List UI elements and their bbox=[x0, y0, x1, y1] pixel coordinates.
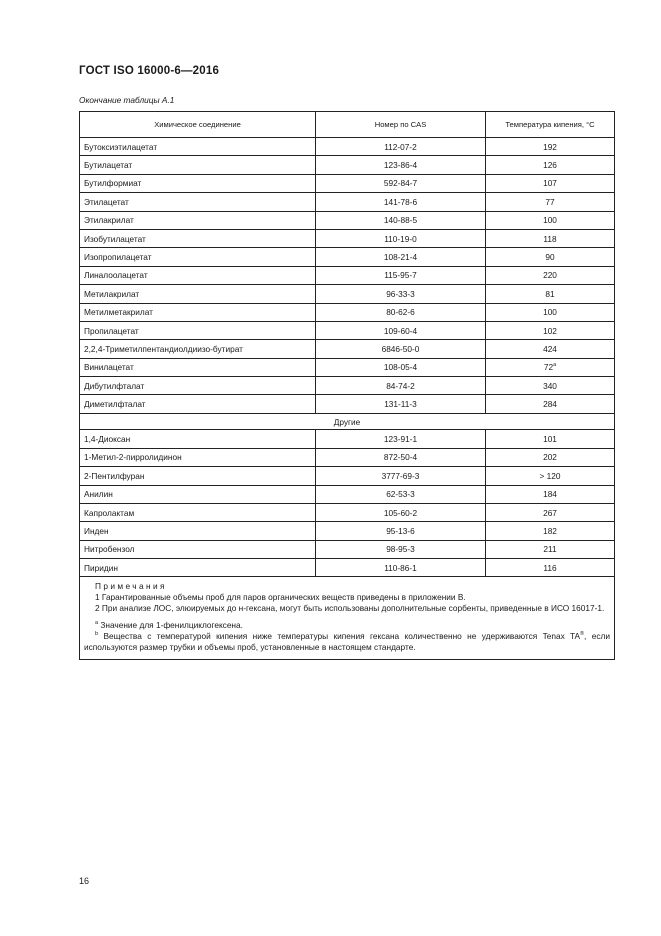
boiling-point-cell bbox=[486, 358, 615, 376]
footnote-ref: a bbox=[553, 362, 557, 369]
table-row bbox=[80, 229, 615, 247]
boiling-point-cell bbox=[486, 522, 615, 540]
compound-name-cell: 1-Метил-2-пирролидинон bbox=[80, 448, 316, 466]
table-row bbox=[80, 156, 615, 174]
cas-number-cell: 96-33-3 bbox=[316, 285, 486, 303]
page-number: 16 bbox=[79, 876, 90, 886]
boiling-point-cell bbox=[486, 193, 615, 211]
boiling-point-value: 284 bbox=[543, 399, 557, 410]
table-header-row bbox=[80, 112, 615, 138]
footnote-a bbox=[84, 620, 610, 631]
boiling-point-cell bbox=[486, 377, 615, 395]
column-header-cas: Номер по CAS bbox=[316, 112, 486, 138]
cas-number-cell: 110-19-0 bbox=[316, 229, 486, 247]
boiling-point-cell bbox=[486, 395, 615, 413]
boiling-point-value: 101 bbox=[543, 434, 557, 445]
boiling-point-cell bbox=[486, 174, 615, 192]
cas-number-cell: 109-60-4 bbox=[316, 321, 486, 339]
cas-number-cell: 80-62-6 bbox=[316, 303, 486, 321]
compound-name-cell: 1,4-Диоксан bbox=[80, 430, 316, 448]
note-item: 1 Гарантированные объемы проб для паров органических веществ приведены в приложении В. bbox=[95, 592, 466, 603]
boiling-point-cell bbox=[486, 248, 615, 266]
table-row bbox=[80, 321, 615, 339]
footnote-text: Вещества с температурой кипения ниже температуры кипения гексана количественно не удерживаются Tenax TA bbox=[103, 631, 580, 642]
compound-name-cell: Изобутилацетат bbox=[80, 229, 316, 247]
table-row bbox=[80, 266, 615, 284]
boiling-point-cell bbox=[486, 485, 615, 503]
boiling-point-cell bbox=[486, 503, 615, 521]
compound-name-cell: Бутилацетат bbox=[80, 156, 316, 174]
boiling-point-value: 100 bbox=[543, 215, 557, 226]
note-item: 2 При анализе ЛОС, элюируемых до н-гексана, могут быть использованы дополнительные сорбенты, приведенные в ИСО 16017-1. bbox=[95, 603, 605, 614]
boiling-point-value: 184 bbox=[543, 489, 557, 500]
table-row bbox=[80, 174, 615, 192]
compound-name-cell: Пропилацетат bbox=[80, 321, 316, 339]
data-table bbox=[79, 111, 615, 660]
cas-number-cell: 84-74-2 bbox=[316, 377, 486, 395]
table-row bbox=[80, 540, 615, 558]
boiling-point-cell bbox=[486, 430, 615, 448]
table-row bbox=[80, 448, 615, 466]
boiling-point-value: > 120 bbox=[539, 470, 561, 481]
boiling-point-value: 182 bbox=[543, 526, 557, 536]
table-row bbox=[80, 248, 615, 266]
cas-number-cell: 140-88-5 bbox=[316, 211, 486, 229]
footnote-mark: b bbox=[95, 631, 99, 638]
boiling-point-value: 202 bbox=[543, 452, 557, 463]
boiling-point-cell bbox=[486, 211, 615, 229]
table-row bbox=[80, 193, 615, 211]
boiling-point-cell bbox=[486, 559, 615, 577]
boiling-point-value: 126 bbox=[543, 160, 557, 171]
boiling-point-cell bbox=[486, 266, 615, 284]
table-row bbox=[80, 285, 615, 303]
notes-block bbox=[80, 577, 615, 660]
boiling-point-cell bbox=[486, 340, 615, 358]
compound-name-cell: Линалоолацетат bbox=[80, 266, 316, 284]
boiling-point-cell bbox=[486, 467, 615, 485]
table-row bbox=[80, 358, 615, 376]
compound-name-cell: Анилин bbox=[80, 485, 316, 503]
boiling-point-value: 77 bbox=[545, 196, 555, 207]
cas-number-cell: 872-50-4 bbox=[316, 448, 486, 466]
compound-name-cell: Метилметакрилат bbox=[80, 303, 316, 321]
boiling-point-value: 118 bbox=[543, 233, 557, 244]
boiling-point-value: 267 bbox=[543, 507, 557, 518]
boiling-point-value: 81 bbox=[545, 288, 555, 299]
section-row bbox=[80, 413, 615, 430]
boiling-point-cell bbox=[486, 285, 615, 303]
registered-mark: ® bbox=[579, 631, 585, 638]
cas-number-cell: 62-53-3 bbox=[316, 485, 486, 503]
notes-heading: Примечания bbox=[95, 581, 167, 592]
compound-name-cell: Дибутилфталат bbox=[80, 377, 316, 395]
cas-number-cell: 95-13-6 bbox=[316, 522, 486, 540]
boiling-point-value: 100 bbox=[543, 307, 557, 318]
compound-name-cell: 2,2,4-Триметилпентандиолдиизо-бутират bbox=[80, 340, 316, 358]
cas-number-cell: 108-21-4 bbox=[316, 248, 486, 266]
boiling-point-cell bbox=[486, 138, 615, 156]
boiling-point-value: 192 bbox=[543, 141, 557, 152]
boiling-point-value: 211 bbox=[543, 544, 557, 555]
boiling-point-value: 90 bbox=[545, 252, 555, 263]
boiling-point-value: 340 bbox=[543, 380, 557, 391]
section-label: Другие bbox=[80, 413, 615, 430]
compound-name-cell: 2-Пентилфуран bbox=[80, 467, 316, 485]
table-row bbox=[80, 377, 615, 395]
column-header-compound: Химическое соединение bbox=[80, 112, 316, 138]
compound-name-cell: Пиридин bbox=[80, 559, 316, 577]
compound-name-cell: Метилакрилат bbox=[80, 285, 316, 303]
cas-number-cell: 98-95-3 bbox=[316, 540, 486, 558]
table-row bbox=[80, 467, 615, 485]
document-title: ГОСТ ISO 16000-6—2016 bbox=[79, 65, 220, 77]
cas-number-cell: 112-07-2 bbox=[316, 138, 486, 156]
boiling-point-value: 220 bbox=[543, 270, 557, 281]
cas-number-cell: 105-60-2 bbox=[316, 503, 486, 521]
compound-name-cell: Винилацетат bbox=[80, 358, 316, 376]
compound-name-cell: Инден bbox=[80, 522, 316, 540]
compound-name-cell: Изопропилацетат bbox=[80, 248, 316, 266]
compound-name-cell: Этилакрилат bbox=[80, 211, 316, 229]
table-row bbox=[80, 430, 615, 448]
boiling-point-value: 424 bbox=[543, 343, 557, 354]
table-row bbox=[80, 522, 615, 540]
table-row bbox=[80, 503, 615, 521]
cas-number-cell: 141-78-6 bbox=[316, 193, 486, 211]
footnote-text: Значение для 1-фенилциклогексена. bbox=[100, 620, 243, 631]
boiling-point-cell bbox=[486, 229, 615, 247]
cas-number-cell: 110-86-1 bbox=[316, 559, 486, 577]
footnote-text-tail: , если используются размер трубки и объемы проб, установленные в настоящем стандарте. bbox=[84, 631, 610, 653]
boiling-point-cell bbox=[486, 321, 615, 339]
boiling-point-value: 72 bbox=[543, 362, 554, 373]
table-row bbox=[80, 485, 615, 503]
cas-number-cell: 108-05-4 bbox=[316, 358, 486, 376]
boiling-point-value: 102 bbox=[543, 325, 557, 336]
boiling-point-cell bbox=[486, 156, 615, 174]
compound-name-cell: Этилацетат bbox=[80, 193, 316, 211]
compound-name-cell: Нитробензол bbox=[80, 540, 316, 558]
compound-name-cell: Диметилфталат bbox=[80, 395, 316, 413]
cas-number-cell: 131-11-3 bbox=[316, 395, 486, 413]
boiling-point-cell bbox=[486, 448, 615, 466]
cas-number-cell: 115-95-7 bbox=[316, 266, 486, 284]
table-row bbox=[80, 340, 615, 358]
boiling-point-value: 116 bbox=[543, 562, 557, 573]
cas-number-cell: 3777-69-3 bbox=[316, 467, 486, 485]
notes-row bbox=[80, 577, 615, 660]
cas-number-cell: 6846-50-0 bbox=[316, 340, 486, 358]
compound-name-cell: Бутилформиат bbox=[80, 174, 316, 192]
table-row bbox=[80, 395, 615, 413]
boiling-point-value: 107 bbox=[543, 178, 557, 189]
table-row bbox=[80, 138, 615, 156]
table-row bbox=[80, 303, 615, 321]
footnote-mark: a bbox=[95, 620, 99, 627]
boiling-point-cell bbox=[486, 540, 615, 558]
table-row bbox=[80, 559, 615, 577]
table-caption: Окончание таблицы А.1 bbox=[79, 95, 175, 105]
column-header-boiling-point: Температура кипения, °C bbox=[486, 112, 615, 138]
compound-name-cell: Капролактам bbox=[80, 503, 316, 521]
table-row bbox=[80, 211, 615, 229]
cas-number-cell: 123-91-1 bbox=[316, 430, 486, 448]
footnote-b bbox=[84, 631, 610, 653]
cas-number-cell: 592-84-7 bbox=[316, 174, 486, 192]
cas-number-cell: 123-86-4 bbox=[316, 156, 486, 174]
boiling-point-cell bbox=[486, 303, 615, 321]
compound-name-cell: Бутоксиэтилацетат bbox=[80, 138, 316, 156]
